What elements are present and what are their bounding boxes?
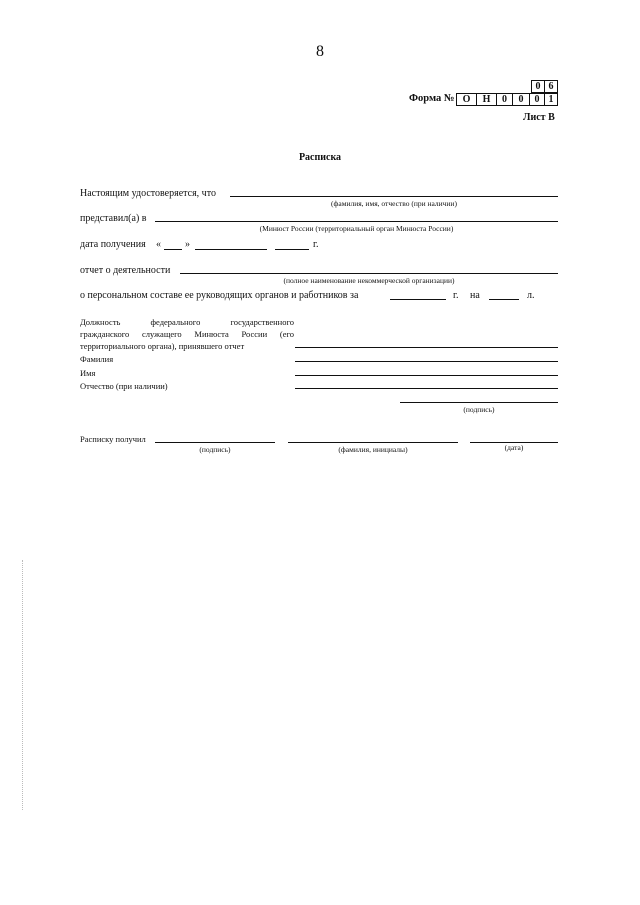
recipient-signature-field[interactable] bbox=[155, 442, 275, 443]
official-signature-caption: (подпись) bbox=[463, 405, 495, 414]
year-suffix: г. bbox=[313, 239, 319, 250]
position-line-3: территориального органа), принявшего отчет bbox=[80, 341, 245, 351]
form-top-digit-2: 6 bbox=[544, 80, 558, 93]
organization-name-caption: (полное наименование некоммерческой организации) bbox=[283, 276, 455, 285]
full-name-caption: (фамилия, имя, отчество (при наличии) bbox=[331, 199, 457, 208]
patronymic-field[interactable] bbox=[295, 388, 558, 389]
position-word: России bbox=[241, 329, 268, 339]
ministry-caption: (Минюст России (территориальный орган Минюста России) bbox=[259, 224, 454, 233]
receipt-received-label: Расписку получил bbox=[80, 434, 146, 444]
personnel-label: о персональном составе ее руководящих органов и работников за bbox=[80, 290, 359, 301]
receipt-date-label: дата получения bbox=[80, 239, 146, 250]
sheet-label: Лист В bbox=[523, 112, 555, 123]
position-field[interactable] bbox=[295, 347, 558, 348]
form-code-cell-3: 0 bbox=[496, 93, 513, 106]
year-mark: г. bbox=[453, 290, 459, 301]
quote-close: » bbox=[185, 239, 190, 250]
ministry-field[interactable] bbox=[155, 221, 558, 222]
quote-open: « bbox=[156, 239, 161, 250]
full-name-field[interactable] bbox=[230, 196, 558, 197]
form-code-cell-2: Н bbox=[476, 93, 497, 106]
position-line-1 bbox=[80, 318, 294, 327]
position-line-2 bbox=[80, 330, 294, 339]
position-word: федерального bbox=[150, 317, 201, 327]
certify-label: Настоящим удостоверяется, что bbox=[80, 188, 216, 199]
position-word: гражданского bbox=[80, 329, 130, 339]
scan-edge bbox=[22, 560, 23, 810]
position-word: (его bbox=[279, 329, 294, 339]
form-code-cell-5: 0 bbox=[529, 93, 545, 106]
form-code-cell-1: О bbox=[456, 93, 477, 106]
form-code-cell-6: 1 bbox=[544, 93, 558, 106]
form-code-cell-4: 0 bbox=[512, 93, 530, 106]
surname-label: Фамилия bbox=[80, 354, 114, 364]
name-label: Имя bbox=[80, 368, 96, 378]
sheets-label: л. bbox=[527, 290, 535, 301]
organization-name-field[interactable] bbox=[180, 273, 558, 274]
recipient-initials-field[interactable] bbox=[288, 442, 458, 443]
receipt-day-field[interactable] bbox=[164, 249, 182, 250]
name-field[interactable] bbox=[295, 375, 558, 376]
form-number-label: Форма № bbox=[409, 93, 455, 104]
receipt-year-field[interactable] bbox=[275, 249, 309, 250]
official-signature-field[interactable] bbox=[400, 402, 558, 403]
page-number: 8 bbox=[316, 43, 324, 60]
receipt-date-caption: (дата) bbox=[504, 443, 524, 452]
submitted-label: представил(а) в bbox=[80, 213, 147, 224]
position-word: служащего bbox=[142, 329, 182, 339]
recipient-signature-caption: (подпись) bbox=[199, 445, 231, 454]
report-year-field[interactable] bbox=[390, 299, 446, 300]
document-title: Расписка bbox=[298, 152, 342, 163]
receipt-month-field[interactable] bbox=[195, 249, 267, 250]
report-label: отчет о деятельности bbox=[80, 265, 171, 276]
position-word: Должность bbox=[80, 317, 121, 327]
patronymic-label: Отчество (при наличии) bbox=[80, 381, 168, 391]
recipient-initials-caption: (фамилия, инициалы) bbox=[338, 445, 408, 454]
surname-field[interactable] bbox=[295, 361, 558, 362]
form-top-digit-1: 0 bbox=[531, 80, 545, 93]
sheets-count-field[interactable] bbox=[489, 299, 519, 300]
on-label: на bbox=[470, 290, 480, 301]
position-word: Минюста bbox=[194, 329, 229, 339]
position-word: государственного bbox=[230, 317, 294, 327]
